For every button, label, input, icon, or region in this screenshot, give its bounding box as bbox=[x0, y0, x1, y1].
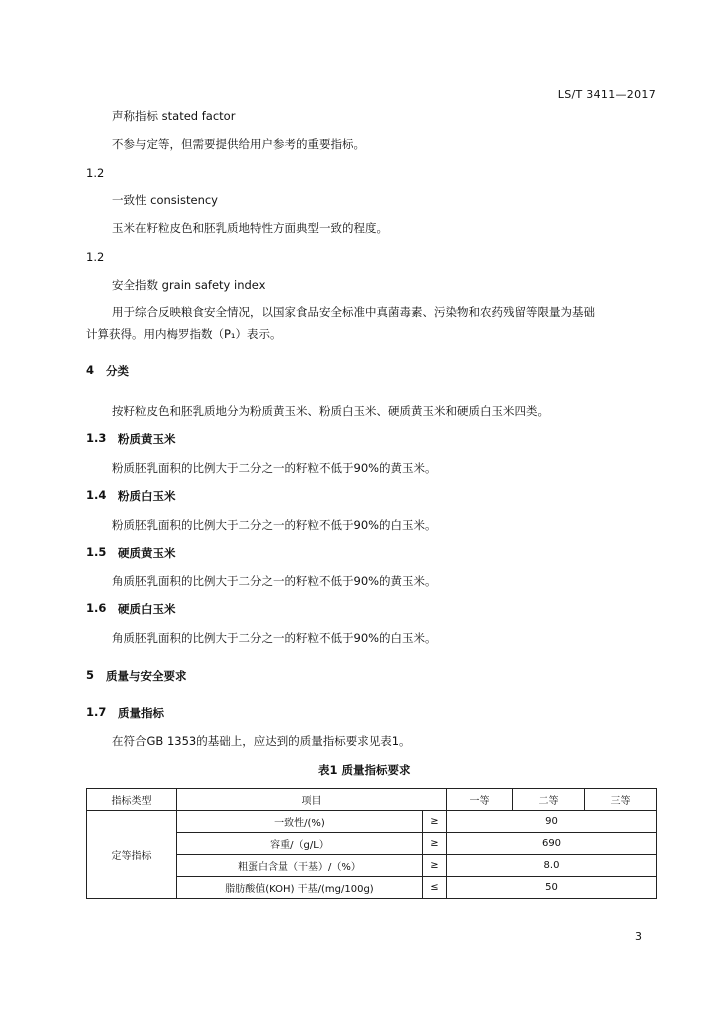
row-symbol: ≥ bbox=[423, 811, 447, 833]
section-heading-quality: 质量与安全要求 bbox=[106, 669, 187, 683]
section-number: 5 bbox=[86, 668, 95, 682]
subsection-body: 在符合GB 1353的基础上，应达到的质量指标要求见表1。 bbox=[112, 734, 411, 748]
term-body-safety-index-line2: 计算获得。用内梅罗指数（P₁）表示。 bbox=[86, 327, 282, 341]
table-caption: 表1 质量指标要求 bbox=[318, 763, 411, 777]
subsection-title: 硬质黄玉米 bbox=[118, 546, 176, 560]
term-body-consistency: 玉米在籽粒皮色和胚乳质地特性方面典型一致的程度。 bbox=[112, 221, 388, 235]
term-title-stated-factor: 声称指标 stated factor bbox=[112, 109, 236, 123]
term-body-safety-index-line1: 用于综合反映粮食安全情况，以国家食品安全标准中真菌毒素、污染物和农药残留等限量为基础 bbox=[112, 305, 595, 319]
row-item: 一致性/(%) bbox=[177, 811, 423, 833]
row-symbol: ≥ bbox=[423, 833, 447, 855]
row-symbol: ≤ bbox=[423, 877, 447, 899]
row-value: 90 bbox=[447, 811, 657, 833]
subsection-title: 粉质白玉米 bbox=[118, 489, 176, 503]
subsection-title: 硬质白玉米 bbox=[118, 602, 176, 616]
section-intro: 按籽粒皮色和胚乳质地分为粉质黄玉米、粉质白玉米、硬质黄玉米和硬质白玉米四类。 bbox=[112, 404, 549, 418]
subsection-number: 1.4 bbox=[86, 488, 107, 502]
table-row bbox=[87, 811, 657, 833]
subsection-body: 角质胚乳面积的比例大于二分之一的籽粒不低于90%的黄玉米。 bbox=[112, 574, 437, 588]
subsection-number: 1.5 bbox=[86, 545, 107, 559]
group-label: 定等指标 bbox=[87, 811, 177, 899]
standard-number: LS/T 3411—2017 bbox=[557, 88, 656, 101]
header-grade-1: 一等 bbox=[447, 789, 513, 811]
subsection-number: 1.6 bbox=[86, 601, 107, 615]
header-type: 指标类型 bbox=[87, 789, 177, 811]
subsection-body: 粉质胚乳面积的比例大于二分之一的籽粒不低于90%的白玉米。 bbox=[112, 518, 437, 532]
row-value: 8.0 bbox=[447, 855, 657, 877]
header-grade-2: 二等 bbox=[513, 789, 585, 811]
subsection-title: 粉质黄玉米 bbox=[118, 432, 176, 446]
subsection-title: 质量指标 bbox=[118, 706, 164, 720]
quality-index-table bbox=[86, 788, 657, 899]
row-value: 690 bbox=[447, 833, 657, 855]
term-title-safety-index: 安全指数 grain safety index bbox=[112, 278, 266, 292]
row-value: 50 bbox=[447, 877, 657, 899]
header-item: 项目 bbox=[177, 789, 447, 811]
term-number: 1.2 bbox=[86, 250, 105, 264]
page-number: 3 bbox=[635, 930, 642, 943]
row-item: 粗蛋白含量（干基）/（%） bbox=[177, 855, 423, 877]
row-symbol: ≥ bbox=[423, 855, 447, 877]
subsection-number: 1.3 bbox=[86, 431, 107, 445]
term-body-stated-factor: 不参与定等，但需要提供给用户参考的重要指标。 bbox=[112, 137, 365, 151]
term-number: 1.2 bbox=[86, 166, 105, 180]
subsection-body: 角质胚乳面积的比例大于二分之一的籽粒不低于90%的白玉米。 bbox=[112, 631, 437, 645]
row-item: 容重/（g/L） bbox=[177, 833, 423, 855]
term-title-consistency: 一致性 consistency bbox=[112, 193, 218, 207]
section-heading-classification: 分类 bbox=[106, 364, 129, 378]
subsection-number: 1.7 bbox=[86, 705, 107, 719]
section-number: 4 bbox=[86, 363, 95, 377]
subsection-body: 粉质胚乳面积的比例大于二分之一的籽粒不低于90%的黄玉米。 bbox=[112, 461, 437, 475]
header-grade-3: 三等 bbox=[585, 789, 657, 811]
table-header-row bbox=[87, 789, 657, 811]
row-item: 脂肪酸值(KOH) 干基/(mg/100g) bbox=[177, 877, 423, 899]
